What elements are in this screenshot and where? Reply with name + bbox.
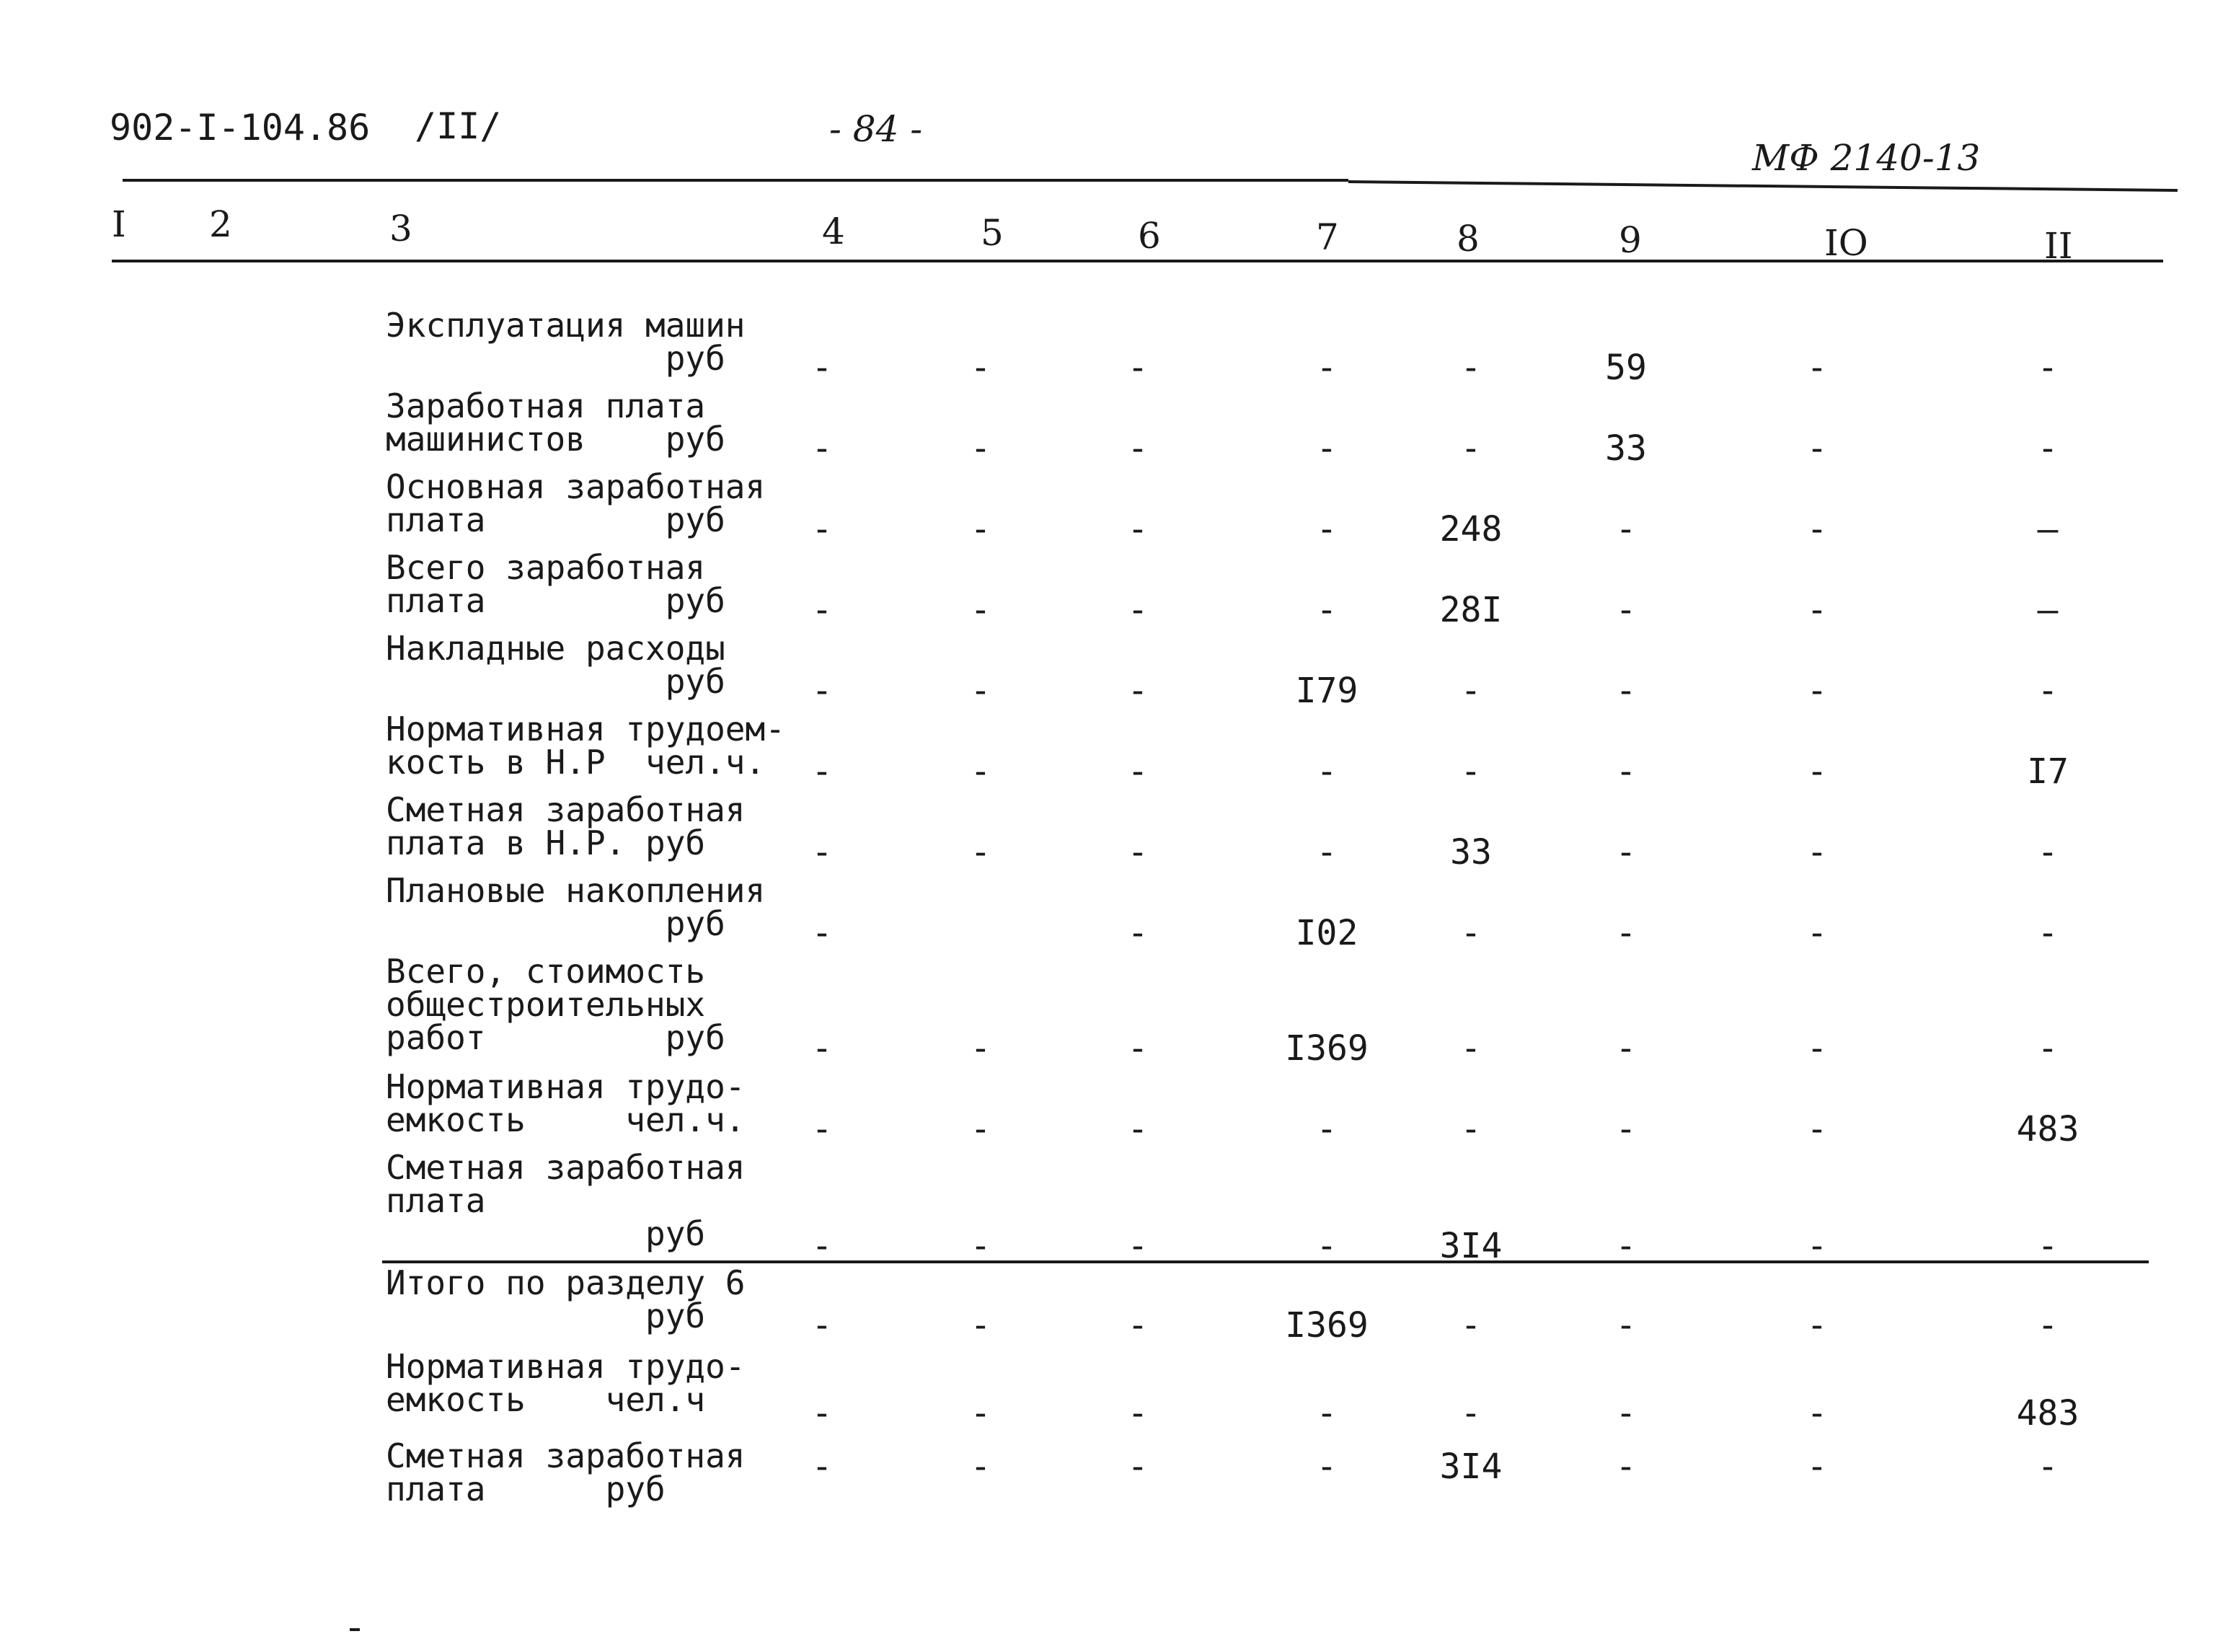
cell-col-4: - bbox=[811, 1446, 833, 1487]
cell-col-9: - bbox=[1615, 590, 1637, 630]
row-label-line: емкость чел.ч. bbox=[386, 1100, 746, 1139]
cell-col-11: - bbox=[2037, 1226, 2059, 1266]
row-label-line: руб bbox=[386, 662, 725, 701]
column-number-11: II bbox=[2044, 225, 2073, 267]
cell-col-4: - bbox=[811, 913, 833, 953]
cell-col-10: - bbox=[1806, 590, 1828, 630]
cell-col-8: - bbox=[1460, 1109, 1482, 1149]
cell-col-8: 28I bbox=[1439, 590, 1503, 630]
column-number-10: IO bbox=[1824, 222, 1868, 264]
row-label bbox=[386, 306, 746, 378]
cell-col-9: 33 bbox=[1605, 428, 1647, 469]
cell-col-11: - bbox=[2037, 428, 2059, 469]
row-label-line: руб bbox=[386, 339, 725, 378]
cell-col-4: - bbox=[811, 751, 833, 792]
cell-col-8: - bbox=[1460, 751, 1482, 792]
row-label bbox=[386, 710, 785, 782]
cell-col-10: - bbox=[1806, 1446, 1828, 1487]
cell-col-5: - bbox=[970, 590, 991, 630]
section-number: /II/ bbox=[415, 105, 502, 147]
cell-col-4: - bbox=[811, 671, 833, 711]
cell-col-9: - bbox=[1615, 1305, 1637, 1346]
top-rule-right bbox=[1348, 180, 2178, 192]
cell-col-8: - bbox=[1460, 1393, 1482, 1434]
cell-col-4: - bbox=[811, 1393, 833, 1434]
row-label-line: Нормативная трудо- bbox=[386, 1067, 746, 1106]
row-label-line: Сметная заработная bbox=[386, 1436, 746, 1475]
cell-col-10: - bbox=[1806, 1226, 1828, 1266]
cell-col-5: - bbox=[970, 1028, 991, 1069]
column-number-5: 5 bbox=[981, 212, 1004, 254]
document-code: 902-I-104.86 bbox=[110, 107, 371, 149]
cell-col-7: - bbox=[1316, 590, 1338, 630]
row-label-line: плата в Н.Р. руб bbox=[386, 823, 706, 862]
cell-col-11: - bbox=[2037, 1305, 2059, 1346]
cell-col-8: - bbox=[1460, 1305, 1482, 1346]
column-number-7: 7 bbox=[1316, 216, 1339, 258]
row-label-line: руб bbox=[386, 904, 725, 943]
cell-col-7: - bbox=[1316, 348, 1338, 388]
cell-col-10: - bbox=[1806, 913, 1828, 953]
cell-col-6: - bbox=[1127, 509, 1149, 549]
cell-col-9: - bbox=[1615, 1028, 1637, 1069]
cell-col-9: - bbox=[1615, 751, 1637, 792]
cell-col-5: - bbox=[970, 428, 991, 469]
row-label bbox=[386, 1067, 746, 1139]
row-label bbox=[386, 629, 725, 701]
cell-col-4: - bbox=[811, 428, 833, 469]
row-label-line: Основная заработная bbox=[386, 467, 766, 506]
cell-col-11: 483 bbox=[2016, 1393, 2080, 1434]
row-label-line: плата руб bbox=[386, 500, 725, 539]
column-number-4: 4 bbox=[822, 211, 845, 252]
cell-col-8: 248 bbox=[1439, 509, 1503, 549]
cell-col-7: I369 bbox=[1285, 1028, 1369, 1069]
row-label-line: Эксплуатация машин bbox=[386, 306, 746, 345]
cell-col-11: - bbox=[2037, 671, 2059, 711]
cell-col-5: - bbox=[970, 671, 991, 711]
row-label-line: Нормативная трудоем- bbox=[386, 710, 785, 748]
cell-col-6: - bbox=[1127, 751, 1149, 792]
cell-col-6: - bbox=[1127, 348, 1149, 388]
column-number-3: 3 bbox=[389, 208, 412, 249]
row-label bbox=[386, 952, 725, 1057]
cell-col-7: I369 bbox=[1285, 1305, 1369, 1346]
cell-col-10: - bbox=[1806, 1109, 1828, 1149]
cell-col-6: - bbox=[1127, 1226, 1149, 1266]
row-label-line: Нормативная трудо- bbox=[386, 1347, 746, 1386]
cell-col-5: - bbox=[970, 509, 991, 549]
cell-col-10: - bbox=[1806, 428, 1828, 469]
cell-col-8: 3I4 bbox=[1439, 1226, 1503, 1266]
cell-col-9: - bbox=[1615, 1109, 1637, 1149]
row-label-line: общестроительных bbox=[386, 985, 706, 1024]
column-number-1: I bbox=[112, 203, 126, 245]
page-number: - 84 - bbox=[829, 108, 923, 150]
cell-col-8: - bbox=[1460, 348, 1482, 388]
cell-col-10: - bbox=[1806, 509, 1828, 549]
row-label-line: Плановые накопления bbox=[386, 871, 766, 910]
row-label bbox=[386, 871, 766, 943]
cell-col-11: — bbox=[2037, 509, 2059, 549]
cell-col-7: I02 bbox=[1295, 913, 1358, 953]
cell-col-8: 3I4 bbox=[1439, 1446, 1503, 1487]
cell-col-7: - bbox=[1316, 428, 1338, 469]
row-label-line: кость в Н.Р чел.ч. bbox=[386, 743, 766, 782]
cell-col-11: - bbox=[2037, 348, 2059, 388]
cell-col-10: - bbox=[1806, 1305, 1828, 1346]
document-stamp: МФ 2140-13 bbox=[1752, 137, 1981, 179]
row-label bbox=[386, 387, 725, 459]
cell-col-5: - bbox=[970, 751, 991, 792]
cell-col-7: - bbox=[1316, 509, 1338, 549]
cell-col-9: 59 bbox=[1605, 348, 1647, 388]
cell-col-4: - bbox=[811, 1028, 833, 1069]
cell-col-4: - bbox=[811, 832, 833, 873]
cell-col-5: - bbox=[970, 1393, 991, 1434]
cell-col-4: - bbox=[811, 590, 833, 630]
stray-mark bbox=[350, 1628, 360, 1631]
cell-col-6: - bbox=[1127, 832, 1149, 873]
column-number-9: 9 bbox=[1619, 219, 1642, 261]
row-label-line: плата руб bbox=[386, 581, 725, 620]
cell-col-7: - bbox=[1316, 832, 1338, 873]
cell-col-6: - bbox=[1127, 428, 1149, 469]
cell-col-10: - bbox=[1806, 832, 1828, 873]
row-label-line: Всего, стоимость bbox=[386, 952, 706, 991]
cell-col-5: - bbox=[970, 1226, 991, 1266]
row-label bbox=[386, 1263, 746, 1335]
cell-col-9: - bbox=[1615, 509, 1637, 549]
row-label-line: Заработная плата bbox=[386, 387, 706, 425]
column-number-6: 6 bbox=[1138, 215, 1161, 257]
cell-col-5: - bbox=[970, 1109, 991, 1149]
cell-col-7: - bbox=[1316, 1109, 1338, 1149]
cell-col-5: - bbox=[970, 832, 991, 873]
cell-col-6: - bbox=[1127, 671, 1149, 711]
cell-col-11: - bbox=[2037, 832, 2059, 873]
row-label-line: плата bbox=[386, 1181, 486, 1220]
row-label bbox=[386, 467, 766, 539]
cell-col-8: - bbox=[1460, 913, 1482, 953]
cell-col-4: - bbox=[811, 509, 833, 549]
row-label bbox=[386, 1148, 746, 1253]
row-label-line: плата руб bbox=[386, 1470, 666, 1509]
cell-col-7: - bbox=[1316, 1393, 1338, 1434]
cell-col-9: - bbox=[1615, 1226, 1637, 1266]
column-number-8: 8 bbox=[1457, 218, 1480, 260]
cell-col-11: - bbox=[2037, 1446, 2059, 1487]
cell-col-6: - bbox=[1127, 1446, 1149, 1487]
row-label-line: Сметная заработная bbox=[386, 1148, 746, 1187]
row-label-line: емкость чел.ч bbox=[386, 1380, 706, 1419]
row-label-line: руб bbox=[386, 1214, 706, 1253]
row-label bbox=[386, 548, 725, 620]
cell-col-7: - bbox=[1316, 751, 1338, 792]
cell-col-4: - bbox=[811, 1305, 833, 1346]
cell-col-11: - bbox=[2037, 1028, 2059, 1069]
cell-col-11: — bbox=[2037, 590, 2059, 630]
cell-col-10: - bbox=[1806, 1393, 1828, 1434]
cell-col-8: - bbox=[1460, 1028, 1482, 1069]
cell-col-7: I79 bbox=[1295, 671, 1358, 711]
row-label-line: Сметная заработная bbox=[386, 790, 746, 829]
cell-col-7: - bbox=[1316, 1226, 1338, 1266]
cell-col-6: - bbox=[1127, 590, 1149, 630]
column-number-2: 2 bbox=[209, 203, 232, 245]
cell-col-4: - bbox=[811, 1109, 833, 1149]
cell-col-5: - bbox=[970, 1446, 991, 1487]
cell-col-10: - bbox=[1806, 671, 1828, 711]
row-label-line: машинистов руб bbox=[386, 420, 725, 459]
cell-col-8: 33 bbox=[1450, 832, 1492, 873]
row-label-line: руб bbox=[386, 1297, 706, 1335]
cell-col-4: - bbox=[811, 1226, 833, 1266]
cell-col-9: - bbox=[1615, 913, 1637, 953]
cell-col-4: - bbox=[811, 348, 833, 388]
cell-col-7: - bbox=[1316, 1446, 1338, 1487]
cell-col-9: - bbox=[1615, 832, 1637, 873]
row-label-line: Всего заработная bbox=[386, 548, 706, 587]
cell-col-6: - bbox=[1127, 1305, 1149, 1346]
cell-col-6: - bbox=[1127, 1393, 1149, 1434]
cell-col-6: - bbox=[1127, 1109, 1149, 1149]
cell-col-5: - bbox=[970, 1305, 991, 1346]
row-label bbox=[386, 790, 746, 862]
cell-col-11: I7 bbox=[2027, 751, 2069, 792]
cell-col-5: - bbox=[970, 348, 991, 388]
cell-col-10: - bbox=[1806, 751, 1828, 792]
cell-col-10: - bbox=[1806, 1028, 1828, 1069]
top-rule-left bbox=[123, 179, 1348, 182]
row-label bbox=[386, 1347, 746, 1419]
cell-col-9: - bbox=[1615, 671, 1637, 711]
cell-col-6: - bbox=[1127, 913, 1149, 953]
row-label-line: Итого по разделу 6 bbox=[386, 1263, 746, 1302]
row-label-line: работ руб bbox=[386, 1018, 725, 1057]
cell-col-8: - bbox=[1460, 428, 1482, 469]
cell-col-8: - bbox=[1460, 671, 1482, 711]
cell-col-6: - bbox=[1127, 1028, 1149, 1069]
row-label bbox=[386, 1436, 746, 1509]
row-label-line: Накладные расходы bbox=[386, 629, 725, 668]
cell-col-9: - bbox=[1615, 1393, 1637, 1434]
cell-col-10: - bbox=[1806, 348, 1828, 388]
cell-col-9: - bbox=[1615, 1446, 1637, 1487]
cell-col-11: - bbox=[2037, 913, 2059, 953]
cell-col-11: 483 bbox=[2016, 1109, 2080, 1149]
